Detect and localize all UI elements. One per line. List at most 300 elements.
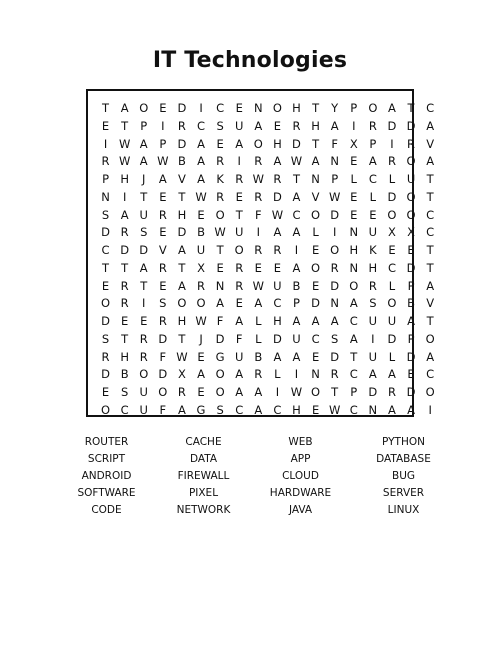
grid-letter[interactable]: C [235,402,244,417]
grid-letter[interactable]: I [294,243,299,257]
grid-letter[interactable]: U [292,331,301,346]
grid-letter[interactable]: D [292,136,301,151]
grid-letter[interactable]: R [120,278,129,293]
grid-letter[interactable]: D [406,118,416,133]
grid-letter[interactable]: F [159,402,167,417]
grid-letter[interactable]: H [349,243,359,257]
grid-letter[interactable]: E [101,278,110,293]
grid-letter[interactable]: D [215,331,225,346]
grid-letter[interactable]: V [158,243,167,257]
grid-letter[interactable]: A [426,118,435,133]
grid-letter[interactable]: P [102,172,110,186]
grid-letter[interactable]: T [331,385,339,399]
grid-letter[interactable]: B [177,154,186,169]
grid-letter[interactable]: A [254,402,263,417]
grid-letter[interactable]: C [292,207,301,222]
grid-letter[interactable]: E [140,314,148,328]
grid-letter[interactable]: R [254,154,263,169]
grid-letter[interactable]: R [407,136,416,151]
grid-letter[interactable]: A [426,349,435,364]
grid-letter[interactable]: D [406,385,416,399]
grid-letter[interactable]: D [272,189,282,204]
grid-letter[interactable]: P [331,172,339,186]
grid-letter[interactable]: A [273,154,282,169]
grid-letter[interactable]: O [406,189,416,204]
grid-letter[interactable]: E [388,243,396,257]
grid-letter[interactable]: E [197,349,205,364]
grid-letter[interactable]: O [253,136,263,151]
grid-letter[interactable]: K [216,172,224,186]
grid-letter[interactable]: E [311,278,320,293]
grid-letter[interactable]: A [120,207,129,222]
grid-letter[interactable]: E [350,207,358,222]
grid-letter[interactable]: R [254,189,263,204]
grid-letter[interactable]: H [273,136,282,151]
grid-letter[interactable]: D [406,349,416,364]
grid-letter[interactable]: L [350,172,357,186]
grid-letter[interactable]: W [290,154,303,169]
grid-letter[interactable]: S [120,385,129,399]
grid-letter[interactable]: A [349,331,358,346]
grid-letter[interactable]: A [197,367,205,382]
grid-letter[interactable]: I [390,136,394,151]
grid-letter[interactable]: U [368,225,378,240]
grid-letter[interactable]: D [311,296,320,311]
grid-letter[interactable]: U [234,349,244,364]
grid-letter[interactable]: O [139,367,149,382]
grid-letter[interactable]: T [426,189,434,204]
grid-letter[interactable]: N [349,225,359,240]
grid-letter[interactable]: R [197,278,206,293]
grid-letter[interactable]: C [368,172,377,186]
grid-letter[interactable]: W [328,189,341,204]
grid-letter[interactable]: U [234,225,244,240]
grid-letter[interactable]: W [118,154,131,169]
grid-letter[interactable]: X [407,225,415,240]
grid-letter[interactable]: R [177,385,186,399]
grid-letter[interactable]: E [350,189,358,204]
grid-letter[interactable]: C [387,260,396,275]
grid-letter[interactable]: R [330,367,339,382]
grid-letter[interactable]: O [406,207,416,222]
grid-letter[interactable]: C [311,331,320,346]
grid-letter[interactable]: E [235,189,243,204]
grid-letter[interactable]: P [159,136,167,151]
grid-letter[interactable]: A [368,154,377,169]
grid-letter[interactable]: E [216,260,224,275]
grid-letter[interactable]: B [292,278,301,293]
grid-letter[interactable]: K [369,243,377,257]
grid-letter[interactable]: I [352,118,356,133]
grid-letter[interactable]: P [350,385,358,399]
grid-letter[interactable]: A [311,314,320,328]
grid-letter[interactable]: E [235,296,243,311]
grid-letter[interactable]: B [120,367,129,382]
grid-letter[interactable]: I [294,367,299,382]
grid-letter[interactable]: A [254,118,263,133]
grid-letter[interactable]: C [197,118,206,133]
grid-letter[interactable]: D [330,278,340,293]
grid-letter[interactable]: T [426,172,434,186]
grid-letter[interactable]: O [215,367,225,382]
grid-letter[interactable]: T [178,331,186,346]
grid-letter[interactable]: L [388,349,396,364]
grid-letter[interactable]: O [196,296,206,311]
grid-letter[interactable]: V [426,296,435,311]
grid-letter[interactable]: H [368,260,378,275]
grid-letter[interactable]: D [139,243,149,257]
grid-letter[interactable]: C [120,402,129,417]
grid-letter[interactable]: N [330,154,339,169]
grid-letter[interactable]: W [328,402,341,417]
grid-letter[interactable]: R [235,172,244,186]
grid-letter[interactable]: O [311,385,321,399]
grid-letter[interactable]: S [101,207,110,222]
grid-letter[interactable]: F [331,136,338,151]
grid-letter[interactable]: U [139,385,148,399]
grid-letter[interactable]: X [349,136,358,151]
grid-letter[interactable]: U [234,118,244,133]
grid-letter[interactable]: O [425,331,435,346]
grid-letter[interactable]: C [349,367,358,382]
grid-letter[interactable]: U [368,314,378,328]
grid-letter[interactable]: X [388,225,396,240]
grid-letter[interactable]: E [159,189,167,204]
grid-letter[interactable]: D [330,207,340,222]
grid-letter[interactable]: D [177,225,187,240]
grid-letter[interactable]: H [292,402,301,417]
grid-letter[interactable]: D [101,314,110,328]
grid-letter[interactable]: U [196,243,206,257]
grid-letter[interactable]: A [254,296,263,311]
grid-letter[interactable]: E [159,225,167,240]
grid-letter[interactable]: A [197,172,205,186]
grid-letter[interactable]: A [139,136,148,151]
grid-letter[interactable]: E [101,385,110,399]
grid-letter[interactable]: V [426,136,435,151]
grid-letter[interactable]: E [101,118,110,133]
grid-letter[interactable]: D [406,260,416,275]
grid-letter[interactable]: T [121,331,129,346]
grid-letter[interactable]: N [311,367,320,382]
grid-letter[interactable]: S [216,402,224,417]
grid-letter[interactable]: R [120,225,129,240]
grid-letter[interactable]: D [101,225,110,240]
grid-letter[interactable]: U [387,314,397,328]
grid-letter[interactable]: A [177,402,186,417]
grid-letter[interactable]: B [407,296,415,311]
grid-letter[interactable]: C [349,402,358,417]
grid-letter[interactable]: R [139,331,148,346]
grid-letter[interactable]: J [199,331,203,346]
grid-letter[interactable]: T [407,101,415,115]
grid-letter[interactable]: T [312,136,320,151]
grid-letter[interactable]: A [388,367,396,382]
grid-letter[interactable]: W [290,385,303,399]
grid-letter[interactable]: L [388,278,396,293]
grid-letter[interactable]: W [195,314,207,328]
grid-letter[interactable]: T [102,260,110,275]
grid-letter[interactable]: P [407,278,415,293]
grid-letter[interactable]: L [255,314,262,328]
grid-letter[interactable]: A [407,314,415,328]
grid-letter[interactable]: P [140,118,148,133]
grid-letter[interactable]: I [428,402,432,417]
grid-letter[interactable]: T [292,172,300,186]
grid-letter[interactable]: E [216,136,224,151]
grid-letter[interactable]: H [177,314,187,328]
grid-letter[interactable]: E [197,207,205,222]
grid-letter[interactable]: C [273,402,282,417]
grid-letter[interactable]: O [311,207,321,222]
grid-letter[interactable]: O [368,101,378,115]
grid-letter[interactable]: B [254,349,263,364]
grid-letter[interactable]: W [157,154,169,169]
grid-letter[interactable]: S [140,225,148,240]
grid-letter[interactable]: V [177,172,186,186]
grid-letter[interactable]: L [255,331,262,346]
grid-letter[interactable]: O [177,296,187,311]
grid-letter[interactable]: A [292,260,301,275]
grid-letter[interactable]: O [101,296,111,311]
grid-letter[interactable]: T [426,314,434,328]
grid-letter[interactable]: E [235,101,243,115]
grid-letter[interactable]: W [176,349,188,364]
grid-letter[interactable]: A [177,278,186,293]
grid-letter[interactable]: D [387,118,397,133]
grid-letter[interactable]: D [387,189,397,204]
grid-letter[interactable]: O [387,296,397,311]
grid-letter[interactable]: A [426,278,435,293]
grid-letter[interactable]: O [215,385,225,399]
grid-letter[interactable]: W [252,278,264,293]
grid-letter[interactable]: A [426,154,435,169]
grid-letter[interactable]: R [177,118,186,133]
grid-letter[interactable]: P [293,296,300,311]
grid-letter[interactable]: N [349,260,359,275]
grid-letter[interactable]: R [158,314,167,328]
grid-letter[interactable]: C [349,314,358,328]
grid-letter[interactable]: E [273,118,282,133]
grid-letter[interactable]: A [216,296,225,311]
grid-letter[interactable]: F [235,331,243,346]
grid-letter[interactable]: T [350,349,358,364]
grid-letter[interactable]: R [273,172,282,186]
grid-letter[interactable]: I [103,136,108,151]
grid-letter[interactable]: A [158,172,167,186]
grid-letter[interactable]: I [371,331,375,346]
grid-letter[interactable]: A [235,385,244,399]
grid-letter[interactable]: R [387,154,396,169]
grid-letter[interactable]: F [254,207,262,222]
grid-letter[interactable]: A [349,296,358,311]
grid-letter[interactable]: A [177,243,186,257]
grid-letter[interactable]: F [159,349,167,364]
grid-letter[interactable]: D [272,331,282,346]
grid-letter[interactable]: W [195,189,207,204]
grid-letter[interactable]: E [311,402,320,417]
grid-letter[interactable]: A [120,101,129,115]
grid-letter[interactable]: A [254,385,263,399]
grid-letter[interactable]: P [369,136,377,151]
grid-letter[interactable]: O [272,101,282,115]
grid-letter[interactable]: T [121,118,129,133]
grid-letter[interactable]: T [178,260,186,275]
grid-letter[interactable]: E [254,260,262,275]
grid-letter[interactable]: D [368,385,378,399]
grid-letter[interactable]: C [426,101,435,115]
grid-letter[interactable]: O [215,207,225,222]
grid-letter[interactable]: E [197,385,205,399]
grid-letter[interactable]: T [140,278,148,293]
grid-letter[interactable]: A [197,136,205,151]
grid-letter[interactable]: P [407,331,415,346]
grid-letter[interactable]: B [197,225,205,240]
grid-letter[interactable]: T [235,207,243,222]
grid-letter[interactable]: T [178,189,186,204]
grid-letter[interactable]: R [158,260,167,275]
grid-letter[interactable]: A [330,118,339,133]
grid-letter[interactable]: R [292,118,301,133]
grid-letter[interactable]: E [311,243,320,257]
grid-letter[interactable]: I [275,385,280,399]
grid-letter[interactable]: D [158,367,168,382]
grid-letter[interactable]: R [216,189,225,204]
grid-letter[interactable]: R [273,243,282,257]
grid-letter[interactable]: A [407,402,415,417]
grid-letter[interactable]: H [273,314,282,328]
grid-letter[interactable]: I [142,296,146,311]
grid-letter[interactable]: C [216,101,225,115]
grid-letter[interactable]: N [215,278,225,293]
grid-letter[interactable]: W [214,225,226,240]
grid-letter[interactable]: E [159,101,167,115]
grid-letter[interactable]: A [235,136,244,151]
grid-letter[interactable]: A [139,154,148,169]
grid-letter[interactable]: A [235,314,244,328]
grid-letter[interactable]: O [234,243,244,257]
grid-letter[interactable]: D [158,331,168,346]
grid-letter[interactable]: T [426,243,434,257]
grid-letter[interactable]: A [292,189,301,204]
grid-letter[interactable]: A [139,260,148,275]
grid-letter[interactable]: U [139,207,148,222]
grid-letter[interactable]: U [139,402,148,417]
grid-letter[interactable]: T [426,260,434,275]
grid-letter[interactable]: W [271,207,284,222]
grid-letter[interactable]: A [273,349,282,364]
grid-letter[interactable]: C [426,207,435,222]
grid-letter[interactable]: O [330,243,340,257]
grid-letter[interactable]: S [331,331,339,346]
grid-letter[interactable]: E [369,207,377,222]
grid-letter[interactable]: Y [331,101,339,115]
grid-letter[interactable]: L [388,172,396,186]
grid-letter[interactable]: R [387,385,396,399]
grid-letter[interactable]: T [312,101,320,115]
grid-letter[interactable]: C [426,225,435,240]
grid-letter[interactable]: U [406,172,416,186]
grid-letter[interactable]: E [159,278,167,293]
grid-letter[interactable]: L [274,367,281,382]
grid-letter[interactable]: E [407,243,415,257]
grid-letter[interactable]: C [426,367,435,382]
grid-letter[interactable]: T [102,101,110,115]
grid-letter[interactable]: A [330,314,339,328]
grid-letter[interactable]: D [387,331,397,346]
grid-letter[interactable]: T [216,243,224,257]
grid-letter[interactable]: H [292,101,301,115]
grid-letter[interactable]: G [196,402,206,417]
grid-letter[interactable]: S [216,118,224,133]
grid-letter[interactable]: I [332,225,337,240]
grid-letter[interactable]: F [216,314,224,328]
grid-letter[interactable]: X [177,367,186,382]
grid-letter[interactable]: O [349,278,359,293]
grid-letter[interactable]: E [350,154,358,169]
grid-letter[interactable]: O [387,207,397,222]
grid-letter[interactable]: U [273,278,282,293]
grid-letter[interactable]: O [139,101,149,115]
grid-letter[interactable]: R [368,118,377,133]
grid-letter[interactable]: R [139,349,148,364]
grid-letter[interactable]: I [199,101,203,115]
grid-letter[interactable]: I [122,189,127,204]
grid-letter[interactable]: J [142,172,146,186]
grid-letter[interactable]: E [407,367,415,382]
grid-letter[interactable]: H [120,172,129,186]
grid-letter[interactable]: C [273,296,282,311]
grid-letter[interactable]: R [101,349,110,364]
grid-letter[interactable]: X [197,260,205,275]
grid-letter[interactable]: R [120,296,129,311]
grid-letter[interactable]: L [369,189,377,204]
grid-letter[interactable]: O [406,154,416,169]
grid-letter[interactable]: R [158,207,167,222]
grid-letter[interactable]: N [101,189,110,204]
grid-letter[interactable]: A [388,101,396,115]
grid-letter[interactable]: D [120,243,130,257]
grid-letter[interactable]: R [101,154,110,169]
grid-letter[interactable]: A [292,225,301,240]
grid-letter[interactable]: A [292,349,301,364]
grid-letter[interactable]: E [121,314,129,328]
grid-letter[interactable]: A [368,367,377,382]
grid-letter[interactable]: R [254,367,263,382]
grid-letter[interactable]: V [311,189,320,204]
grid-letter[interactable]: W [252,172,264,186]
grid-letter[interactable]: I [256,225,260,240]
grid-letter[interactable]: R [330,260,339,275]
grid-letter[interactable]: A [311,154,320,169]
grid-letter[interactable]: U [368,349,378,364]
grid-letter[interactable]: L [312,225,319,240]
grid-letter[interactable]: E [311,349,320,364]
grid-letter[interactable]: R [254,243,263,257]
grid-letter[interactable]: A [235,367,244,382]
grid-letter[interactable]: O [425,385,435,399]
grid-letter[interactable]: D [177,101,187,115]
grid-letter[interactable]: D [177,136,187,151]
grid-letter[interactable]: H [311,118,320,133]
grid-letter[interactable]: H [120,349,129,364]
grid-letter[interactable]: N [253,101,263,115]
grid-letter[interactable]: R [235,260,244,275]
grid-letter[interactable]: O [311,260,321,275]
grid-letter[interactable]: C [101,243,110,257]
grid-letter[interactable]: N [368,402,378,417]
grid-letter[interactable]: O [158,385,168,399]
